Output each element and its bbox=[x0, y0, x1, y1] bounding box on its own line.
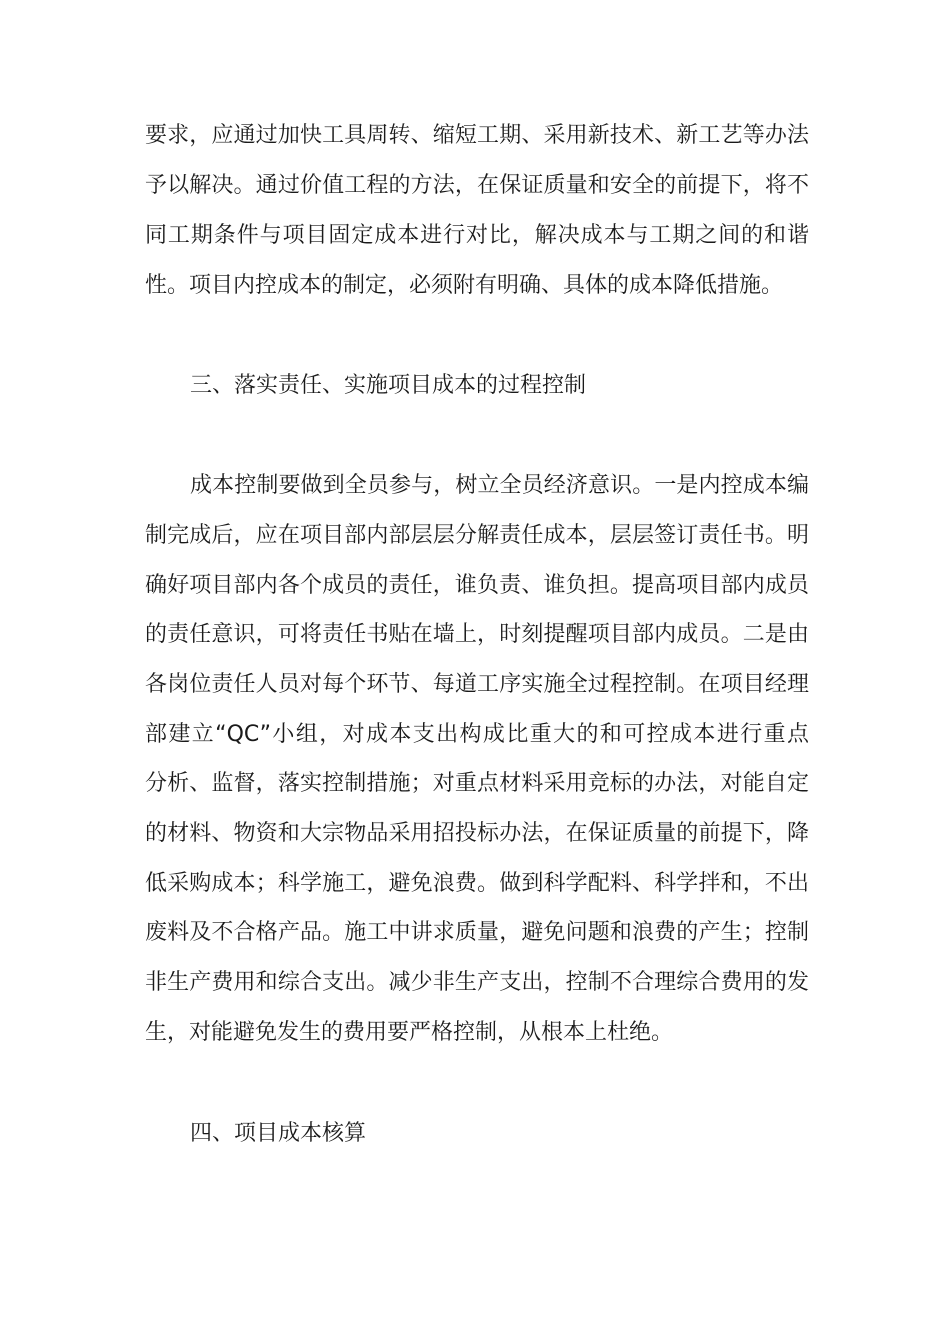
paragraph-line: 的责任意识，可将责任书贴在墙上，时刻提醒项目部内成员。二是由 bbox=[145, 622, 809, 647]
paragraph-line: 要求，应通过加快工具周转、缩短工期、采用新技术、新工艺等办法 bbox=[145, 123, 809, 148]
paragraph-line: 成本控制要做到全员参与，树立全员经济意识。一是内控成本编 bbox=[190, 473, 809, 498]
paragraph-line: 分析、监督，落实控制措施；对重点材料采用竞标的办法，对能自定 bbox=[145, 771, 809, 796]
paragraph-line: 非生产费用和综合支出。减少非生产支出，控制不合理综合费用的发 bbox=[145, 970, 809, 995]
section-heading-4: 四、项目成本核算 bbox=[190, 1121, 367, 1146]
paragraph-line: 废料及不合格产品。施工中讲求质量，避免问题和浪费的产生；控制 bbox=[145, 920, 809, 945]
paragraph-line: 予以解决。通过价值工程的方法，在保证质量和安全的前提下，将不 bbox=[145, 173, 809, 198]
paragraph-line: 低采购成本；科学施工，避免浪费。做到科学配料、科学拌和，不出 bbox=[145, 871, 809, 896]
paragraph-line: 制完成后，应在项目部内部层层分解责任成本，层层签订责任书。明 bbox=[145, 523, 809, 548]
paragraph-line: 的材料、物资和大宗物品采用招投标办法，在保证质量的前提下，降 bbox=[145, 821, 809, 846]
paragraph-line: 部建立“QC”小组，对成本支出构成比重大的和可控成本进行重点 bbox=[145, 722, 809, 747]
paragraph-line: 性。项目内控成本的制定，必须附有明确、具体的成本降低措施。 bbox=[145, 273, 784, 298]
section-heading-3: 三、落实责任、实施项目成本的过程控制 bbox=[190, 373, 587, 398]
paragraph-line: 各岗位责任人员对每个环节、每道工序实施全过程控制。在项目经理 bbox=[145, 672, 809, 697]
paragraph-line: 确好项目部内各个成员的责任，谁负责、谁负担。提高项目部内成员 bbox=[145, 573, 809, 598]
paragraph-line: 生，对能避免发生的费用要严格控制，从根本上杜绝。 bbox=[145, 1020, 674, 1045]
paragraph-line: 同工期条件与项目固定成本进行对比，解决成本与工期之间的和谐 bbox=[145, 223, 809, 248]
